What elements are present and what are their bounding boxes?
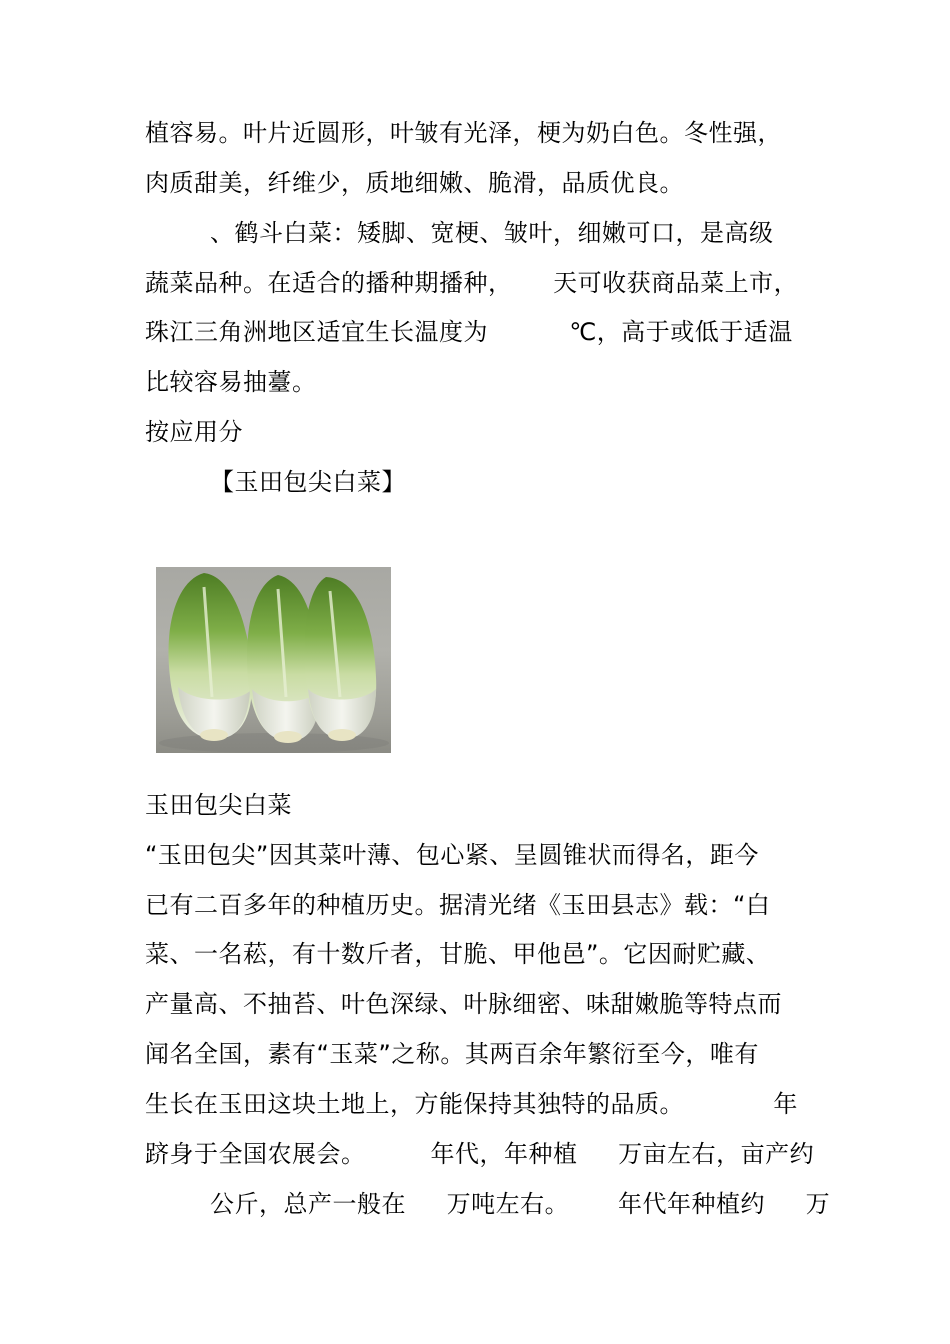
paragraph-line: 菜、一名菘，有十数斤者，甘脆、甲他邑”。它因耐贮藏、 xyxy=(145,940,771,968)
cabbage-photo xyxy=(156,567,391,753)
paragraph-line: 公斤，总产一般在 万吨左右。 年代年种植约 万 xyxy=(145,1190,831,1218)
paragraph-line: 已有二百多年的种植历史。据清光绪《玉田县志》载：“白 xyxy=(145,891,771,919)
paragraph-line: 植容易。叶片近圆形，叶皱有光泽，梗为奶白色。冬性强， xyxy=(145,119,782,147)
image-caption: 玉田包尖白菜 xyxy=(145,791,292,819)
paragraph-line: 跻身于全国农展会。 年代，年种植 万亩左右，亩产约 xyxy=(145,1140,815,1168)
paragraph-line: 产量高、不抽苔、叶色深绿、叶脉细密、味甜嫩脆等特点而 xyxy=(145,990,782,1018)
paragraph-line: 蔬菜品种。在适合的播种期播种， 天可收获商品菜上市， xyxy=(145,269,799,297)
paragraph-line: 肉质甜美，纤维少，质地细嫩、脆滑，品质优良。 xyxy=(145,169,684,197)
subsection-heading: 【玉田包尖白菜】 xyxy=(145,468,407,496)
paragraph-line: 闻名全国，素有“玉菜”之称。其两百余年繁衍至今，唯有 xyxy=(145,1040,759,1068)
paragraph-line: “玉田包尖”因其菜叶薄、包心紧、呈圆锥状而得名，距今 xyxy=(145,841,759,869)
paragraph-line: 、鹤斗白菜：矮脚、宽梗、皱叶，细嫩可口，是高级 xyxy=(145,219,774,247)
paragraph-line: 比较容易抽薹。 xyxy=(145,368,317,396)
section-heading: 按应用分 xyxy=(145,418,243,446)
paragraph-line: 生长在玉田这块土地上，方能保持其独特的品质。 年 xyxy=(145,1090,798,1118)
paragraph-line: 珠江三角洲地区适宜生长温度为 ℃，高于或低于适温 xyxy=(145,318,793,346)
